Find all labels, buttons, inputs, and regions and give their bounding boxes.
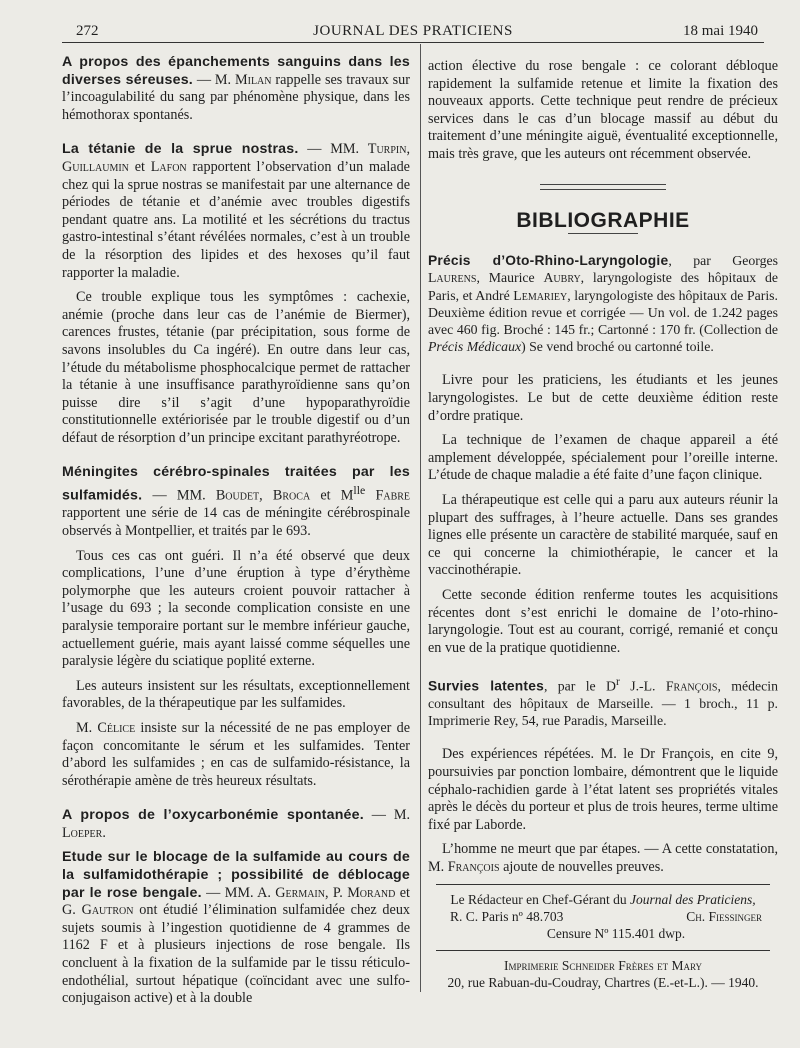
paragraph: L’homme ne meurt que par étapes. — A cette constatation, M. François ajoute de nouvelles preuves. [428,841,778,876]
editor-line: Le Rédacteur en Chef-Gérant du Journal des Praticiens, [450,892,756,907]
author-name: Loeper [62,824,103,841]
column-divider [420,44,421,992]
book-reference-survies: Survies latentes, par le $D^r$ J.-L. François, médecin consultant des hôpitaux de Marseille. — 1 broch., 11 p. Imprimerie Rey, 54, rue Paradis, Marseille. [428,676,778,729]
continued-paragraph: action élective du rose bengale : ce colorant débloque rapidement la sulfamide retenue et limite la fixation des nouveaux apports. Cette technique peut rendre de précieux services dans le cas d’un blocage massif au début du traitement d’une méningite aiguë, éventualité exceptionnelle, mais très grave, que les auteurs ont récemment observée. [428,58,778,162]
section-title: La tétanie de la sprue nostras. [62,141,299,158]
manager-name: Ch. Fiessinger [686,909,762,924]
running-header [62,20,764,43]
paragraph: La thérapeutique est celle qui a paru aux auteurs réunir la plupart des suffrages, à l’heure actuelle. Dans ses grandes lignes elle présente un caractère de stabilité marquée, sauf en ce qui concerne la chimiothérapie, le cancer et la vaccinothérapie. [428,491,778,579]
author-name: Gautron [81,902,134,919]
author-name: Fabre [375,487,411,504]
issue-date: 18 mai 1940 [683,23,758,39]
page-number: 272 [76,23,99,39]
paragraph: Livre pour les praticiens, les étudiants et les jeunes laryngologistes. Le but de cette deuxième édition reste d’ordre pratique. [428,372,778,424]
section-title: A propos de l’oxycarbonémie spontanée. [62,807,364,824]
section-epanchements: A propos des épanchements sanguins dans les diverses séreuses. — M. Milan rappelle ses travaux sur l’incoagulabilité du sang par phénomène physique, dans les hémothorax spontanés. [62,54,410,123]
book-reference-orl: Précis d’Oto-Rhino-Laryngologie, par Georges Laurens, Maurice Aubry, laryngologiste des hôpitaux de Paris, et André Lemariey, laryngologiste des hôpitaux de Paris. Deuxième édition revue et corrigée — Un vol. de 1.242 pages avec 460 fig. Broché : 145 fr.; Cartonné : 170 fr. (Collection de Précis Médicaux) Se vend broché ou cartonné toile. [428,253,778,355]
paragraph: Les auteurs insistent sur les résultats, exceptionnellement favorables, de la thérapeutique par les sulfamides. [62,677,410,712]
bibliography-heading: BIBLIOGRAPHIE [516,208,690,232]
section-title: A propos des épanchements sanguins dans les diverses séreuses. [62,54,410,88]
collection-name: Précis Médicaux [428,339,522,355]
author-name: Lemariey [513,287,568,303]
author-name: Germain [275,884,325,901]
imprint-footer [436,884,770,991]
section-oxycarbonemie: A propos de l’oxycarbonémie spontanée. — M. Loeper. [62,807,410,841]
book-title: Survies latentes [428,678,544,694]
author-name: Lafon [150,158,187,175]
printer-address: 20, rue Rabuan-du-Coudray, Chartres (E.-et-L.). — 1940. [447,975,759,990]
paragraph: La technique de l’examen de chaque appareil a été amplement développée, spécialement pour l’oreille interne. L’étude de chaque maladie a été faite d’une façon clinique. [428,432,778,484]
author-name: Laurens [428,270,477,286]
right-column [428,58,778,884]
section-divider [540,184,666,190]
section-title: Méningites cérébro-spinales traitées par les sulfamidés. [62,464,410,504]
author-name: Boudet [215,487,260,504]
heading-underline [568,233,638,234]
section-tetanie: La tétanie de la sprue nostras. — MM. Turpin, Guillaumin et Lafon rapportent l’observation d’un malade chez qui la sprue nostras se manifestait par une alternance de périodes de tétanie et d’anémie avec troubles digestifs pendant quatre ans. La motilité et les sécrétions du tractus gastro-intestinal s’étant révélées normales, c’est à un trouble de la résorption des lipides et des hexoses qu’il faut rapporter la maladie. [62,141,410,281]
author-name: Guillaumin [62,158,129,175]
author-name: Milan [235,71,272,88]
printer-name: Imprimerie Schneider Frères et Mary [503,958,703,973]
author-name: Célice [97,719,136,736]
author-name: Broca [272,487,311,504]
paragraph: Des expériences répétées. M. le Dr François, en cite 9, poursuivies par ponction lombaire, démontrent que le liquide céphalo-rachidien garde à l’état latent ses propriétés vitales après le décès du porteur et plus de trois heures, terme ultime fixé par Laborde. [428,746,778,833]
book-title: Précis d’Oto-Rhino-Laryngologie [428,253,669,269]
left-column [62,54,410,1015]
paragraph: Cette seconde édition renferme toutes les acquisitions récentes dont s’est enrichi le domaine de l’oto-rhino-laryngologie. Tout est au courant, corrigé, remanié et conçu en vue de la pratique quotidienne. [428,586,778,656]
censure-line: Censure Nº 115.401 dwp. [546,926,686,941]
registration-line: R. C. Paris nº 48.703 Ch. Fiessinger [450,909,762,924]
paragraph: Ce trouble explique tous les symptômes : cachexie, anémie (proche dans leur cas de l’anémie de Biermer), carences frustes, tétanie (par précipitation, sous forme de savons insolubles du Ca ingéré). En outre dans leur cas, l’étude du métabolisme phosphocalcique permet de rattacher la tétanie à une insuffisance parathyroïdienne sans qu’on puisse dire s’il s’agit d’une hypoparathyroïdie constitutionnelle extériorisée par le trouble digestif ou d’un défaut de résorption d’un principe excitant parathyréotrope. [62,289,410,446]
section-blocage-sulfamide: Etude sur le blocage de la sulfamide au cours de la sulfamidothérapie ; possibilité de déblocage par le rose bengale. — MM. A. Germain, P. Morand et G. Gautron ont étudié l’élimination sulfamidée chez deux sujets soumis à l’ingestion quotidienne de 4 grammes de 1162 F et à plusieurs injections de rose bengale. Ils concluent à la fixation de la sulfamide par le tissu réticulo-endothélial, surtout hépatique (coïncidant avec une sulfo-conjugaison active) et à la double [62,849,411,1007]
paragraph: M. Célice insiste sur la nécessité de ne pas employer de façon concomitante le sérum et les sulfamides. Tenter d’abord les sulfamides ; en cas de sulfamido-résistance, la sérothérapie amène de très heureux résultats. [62,719,410,789]
footer-divider [436,950,770,951]
author-name: François [447,859,500,876]
author-name: Morand [347,884,396,901]
section-meningites: Méningites cérébro-spinales traitées par les sulfamidés. — MM. Boudet, Broca et $M^{lle}$ Fabre rapportent une série de 14 cas de méningite cérébrospinale observés à Montpellier, et traités par le 693. [62,464,411,539]
paragraph: Tous ces cas ont guéri. Il n’a été observé que deux complications, l’une d’une éruption à type d’érythème polymorphe que les auteurs croient pouvoir rattacher à l’usage du 693 ; la seconde complication consiste en une paralysie temporaire portant sur le membre inférieur gauche, actuellement guérie, mais ayant laissé comme séquelles une paralysie légère du sciatique poplité externe. [62,547,410,670]
journal-title: JOURNAL DES PRATICIENS [313,23,513,39]
author-name: Aubry [543,270,581,286]
author-name: Turpin [367,141,407,158]
author-name: François [665,678,718,694]
section-title: Etude sur le blocage de la sulfamide au cours de la sulfamidothérapie ; possibilité de déblocage par le rose bengale. [62,849,410,901]
